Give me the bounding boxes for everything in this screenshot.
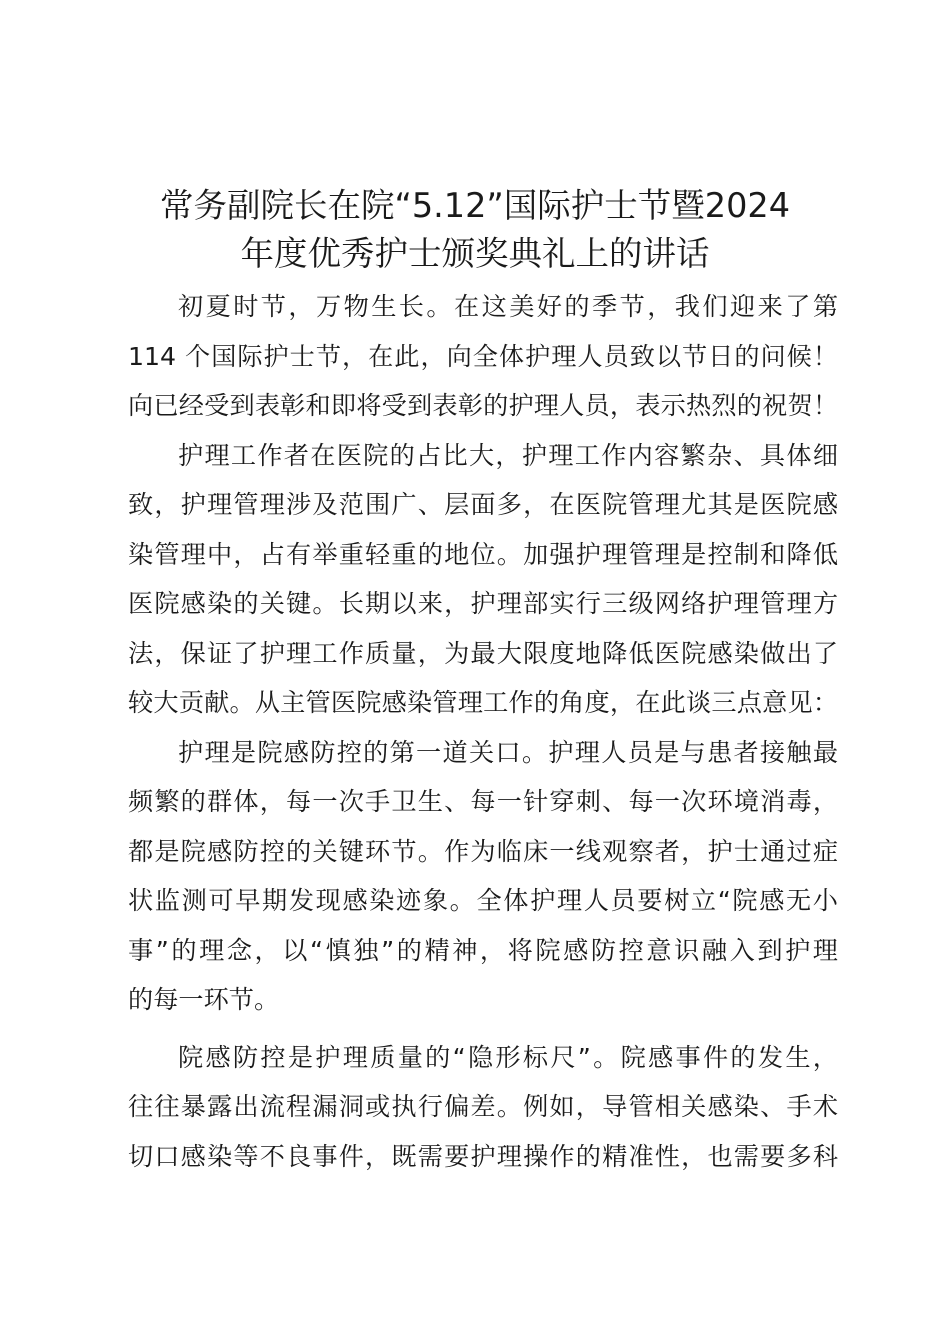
- paragraph-line: 护理工作者在医院的占比大，护理工作内容繁杂、具体细: [178, 440, 838, 470]
- document-title: [120, 182, 830, 278]
- paragraph-line: 的每一环节。: [128, 985, 280, 1014]
- paragraph-line: 法，保证了护理工作质量，为最大限度地降低医院感染做出了: [128, 638, 838, 668]
- document-body: [128, 282, 838, 1181]
- title-line-1: 常务副院长在院“5.12”国际护士节暨2024: [159, 186, 791, 225]
- paragraph-line: 院感防控是护理质量的“隐形标尺”。院感事件的发生，: [178, 1042, 838, 1072]
- paragraph-line: 事”的理念，以“慎独”的精神，将院感防控意识融入到护理: [128, 935, 838, 965]
- paragraph-line: 都是院感防控的关键环节。作为临床一线观察者，护士通过症: [128, 836, 838, 866]
- paragraph-1: [128, 282, 838, 431]
- paragraph-2: [128, 431, 838, 728]
- paragraph-line: 114 个国际护士节，在此，向全体护理人员致以节日的问候！: [128, 341, 838, 371]
- paragraph-line: 染管理中，占有举重轻重的地位。加强护理管理是控制和降低: [128, 539, 838, 569]
- paragraph-line: 护理是院感防控的第一道关口。护理人员是与患者接触最: [178, 737, 838, 767]
- title-line-2: 年度优秀护士颁奖典礼上的讲话: [240, 234, 710, 273]
- paragraph-line: 状监测可早期发现感染迹象。全体护理人员要树立“院感无小: [128, 886, 838, 915]
- paragraph-3: [128, 728, 838, 1025]
- paragraph-line: 医院感染的关键。长期以来，护理部实行三级网络护理管理方: [128, 589, 838, 618]
- paragraph-line: 向已经受到表彰和即将受到表彰的护理人员，表示热烈的祝贺！: [128, 391, 838, 420]
- paragraph-line: 往往暴露出流程漏洞或执行偏差。例如，导管相关感染、手术: [128, 1092, 838, 1121]
- paragraph-line: 致，护理管理涉及范围广、层面多，在医院管理尤其是医院感: [128, 490, 838, 519]
- paragraph-4: [128, 1033, 838, 1182]
- paragraph-line: 切口感染等不良事件，既需要护理操作的精准性，也需要多科: [128, 1141, 838, 1171]
- paragraph-line: 初夏时节，万物生长。在这美好的季节，我们迎来了第: [178, 292, 838, 321]
- paragraph-line: 频繁的群体，每一次手卫生、每一针穿刺、每一次环境消毒，: [128, 787, 838, 816]
- paragraph-line: 较大贡献。从主管医院感染管理工作的角度，在此谈三点意见：: [128, 688, 838, 717]
